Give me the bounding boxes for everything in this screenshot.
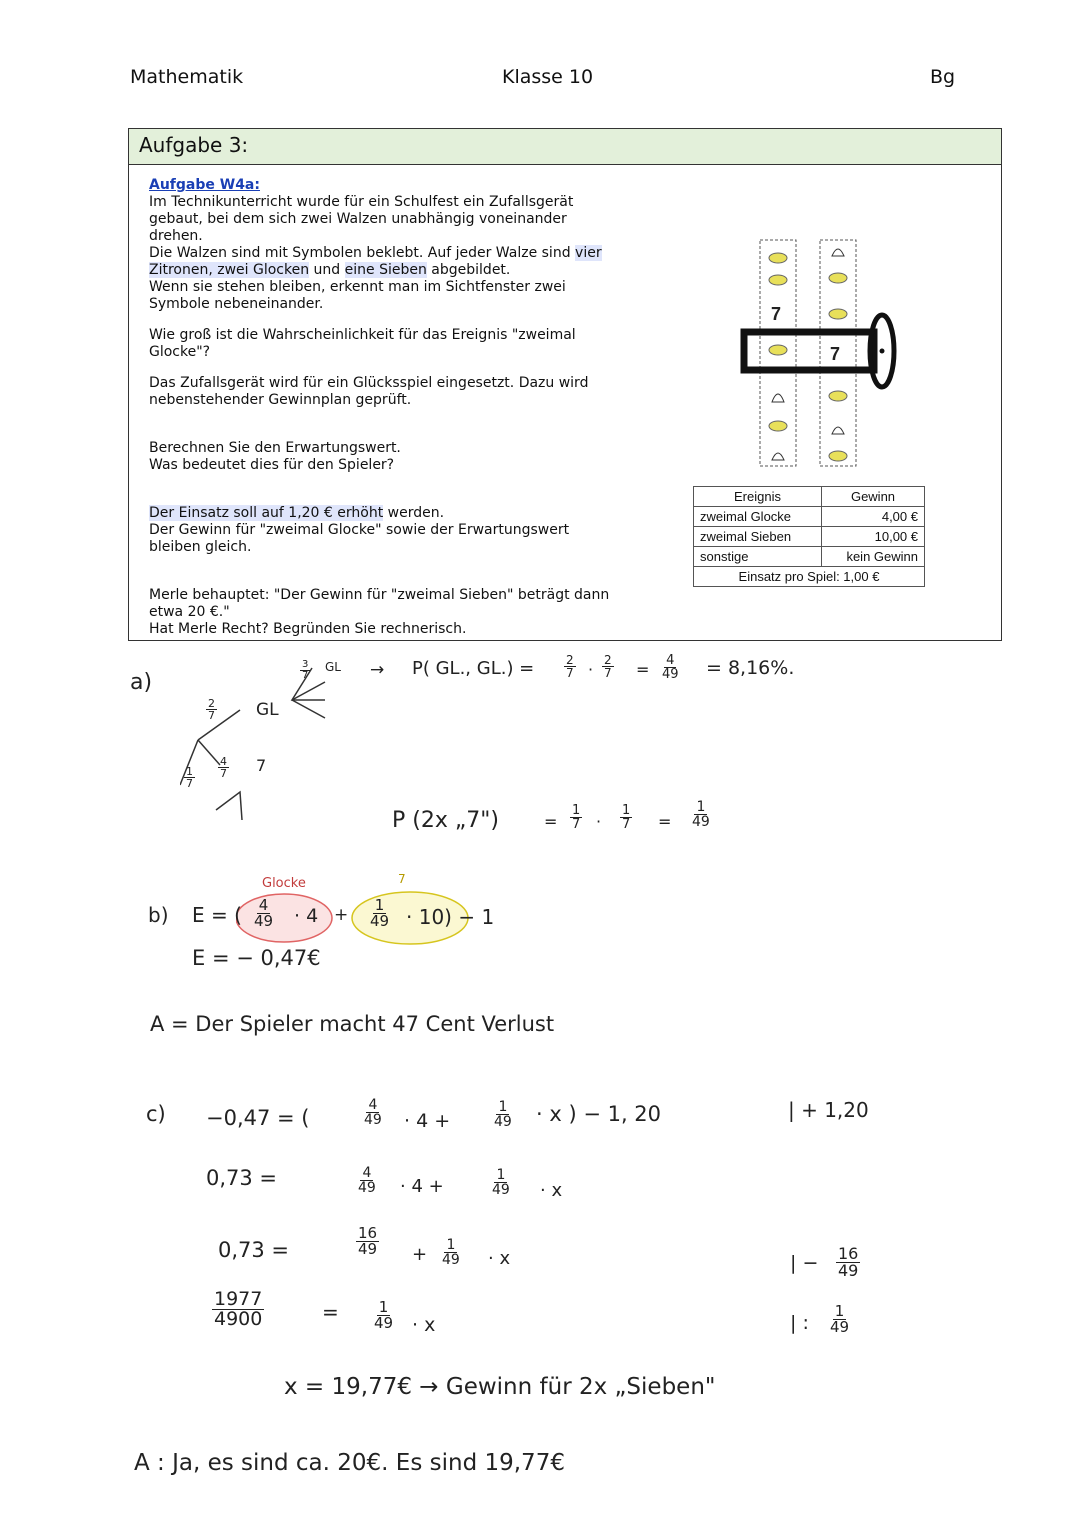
task-line: Der Einsatz soll auf 1,20 € erhöht werden.	[149, 505, 445, 521]
b-glocke-note: Glocke	[262, 876, 306, 891]
c-line1-rest: · x ) − 1, 20	[536, 1102, 662, 1126]
table-header: Gewinn	[822, 487, 925, 507]
table-cell: sonstige	[694, 547, 822, 567]
table-cell: zweimal Sieben	[694, 527, 822, 547]
task-line: Hat Merle Recht? Begründen Sie rechnerisch.	[149, 621, 467, 637]
c-fraction: $\frac{1}{49}$	[492, 1167, 510, 1198]
c-fraction: $\frac{1}{49}$	[374, 1298, 394, 1332]
c-line3-rest: · x	[488, 1248, 511, 1269]
task-line: Was bedeutet dies für den Spieler?	[149, 457, 395, 473]
c-fraction: $\frac{4}{49}$	[364, 1097, 382, 1128]
task-line: Glocke"?	[149, 344, 211, 360]
task-line: Wie groß ist die Wahrscheinlichkeit für das Ereignis "zweimal	[149, 327, 576, 343]
b-fraction: $\frac{1}{49}$	[370, 896, 390, 930]
task-line: nebenstehender Gewinnplan geprüft.	[149, 392, 412, 408]
c-line4-lhs: $\frac{1977}{4900}$	[214, 1288, 263, 1330]
table-cell: kein Gewinn	[822, 547, 925, 567]
header-class: Klasse 10	[502, 66, 594, 88]
c-line2-lhs: 0,73 =	[206, 1166, 278, 1190]
table-footer: Einsatz pro Spiel: 1,00 €	[694, 567, 925, 587]
a-fraction: $\frac{1}{7}$	[622, 803, 631, 832]
c-note-fraction: $\frac{1}{49}$	[830, 1302, 850, 1336]
b-line1-mult2: · 10) − 1	[406, 905, 495, 929]
table-cell: zweimal Glocke	[694, 507, 822, 527]
task-line: Wenn sie stehen bleiben, erkennt man im Sichtfenster zwei	[149, 279, 566, 295]
c-line4-eq: =	[322, 1300, 339, 1324]
c-note-fraction: $\frac{16}{49}$	[838, 1244, 859, 1280]
svg-text:7: 7	[830, 344, 841, 364]
slot-machine-illustration	[740, 238, 900, 468]
b-line2: E = − 0,47€	[192, 946, 321, 970]
label-a: a)	[130, 670, 153, 695]
b-line1-plus: +	[334, 905, 349, 925]
c-line2-rest: · x	[540, 1180, 563, 1201]
table-cell: 4,00 €	[822, 507, 925, 527]
svg-text:7: 7	[771, 304, 782, 324]
table-cell: 10,00 €	[822, 527, 925, 547]
tree-fraction: $\frac{3}{7}$	[302, 659, 309, 681]
a-fraction: $\frac{2}{7}$	[604, 653, 612, 680]
c-line5: x = 19,77€ → Gewinn für 2x „Sieben"	[284, 1374, 716, 1400]
c-line4-note: | :	[790, 1312, 809, 1334]
task-line: Im Technikunterricht wurde für ein Schulfest ein Zufallsgerät	[149, 194, 574, 210]
a-line2-lhs: P (2x „7")	[392, 808, 499, 833]
task-line: Die Walzen sind mit Symbolen beklebt. Auf jeder Walze sind vier	[149, 245, 602, 261]
prize-table	[693, 486, 925, 587]
task-title: Aufgabe 3:	[129, 129, 1001, 165]
a-fraction: $\frac{2}{7}$	[566, 653, 574, 680]
b-line1-mult1: · 4	[294, 905, 319, 927]
c-line4-rest: · x	[412, 1314, 436, 1336]
tree-fraction: $\frac{1}{7}$	[186, 765, 193, 790]
c-line3-note: | −	[790, 1252, 819, 1274]
task-line: Symbole nebeneinander.	[149, 296, 324, 312]
b-fraction: $\frac{4}{49}$	[254, 896, 274, 930]
a-fraction: $\frac{1}{49}$	[692, 799, 710, 830]
task-line: Der Gewinn für "zweimal Glocke" sowie der Erwartungswert	[149, 522, 570, 538]
task-subtitle: Aufgabe W4a:	[149, 177, 260, 193]
tree-diagram	[180, 660, 380, 860]
b-line1-pre: E = (	[192, 903, 242, 927]
a-line1-lhs: P( GL., GL.) =	[412, 658, 535, 679]
b-seven-note: 7	[398, 872, 406, 886]
tree-gl-2: GL	[325, 660, 341, 674]
c-fraction: $\frac{16}{49}$	[358, 1224, 378, 1258]
task-line: gebaut, bei dem sich zwei Walzen unabhängig voneinander	[149, 211, 567, 227]
task-line: Das Zufallsgerät wird für ein Glücksspiel eingesetzt. Dazu wird	[149, 375, 589, 391]
a-line1-result: = 8,16%.	[706, 657, 795, 679]
c-line1-note: | + 1,20	[788, 1098, 869, 1122]
tree-fraction: $\frac{4}{7}$	[220, 755, 227, 780]
a-fraction: $\frac{1}{7}$	[572, 803, 581, 832]
c-line3-mid: +	[412, 1244, 428, 1265]
c-line2-mid: · 4 +	[400, 1176, 444, 1197]
a-fraction: $\frac{4}{49}$	[662, 653, 679, 682]
c-line1-lhs: −0,47 = (	[206, 1106, 310, 1130]
c-fraction: $\frac{1}{49}$	[442, 1237, 460, 1268]
label-b: b)	[148, 903, 169, 927]
c-fraction: $\frac{1}{49}$	[494, 1099, 512, 1130]
header-subject: Mathematik	[130, 66, 244, 88]
c-line3-lhs: 0,73 =	[218, 1238, 290, 1262]
c-line1-mid: · 4 +	[404, 1110, 451, 1132]
header-initials: Bg	[930, 66, 956, 88]
task-line: Zitronen, zwei Glocken und eine Sieben abgebildet.	[149, 262, 511, 278]
b-answer: A = Der Spieler macht 47 Cent Verlust	[150, 1012, 555, 1036]
table-header: Ereignis	[694, 487, 822, 507]
c-fraction: $\frac{4}{49}$	[358, 1165, 376, 1196]
tree-seven: 7	[256, 756, 267, 775]
task-line: Berechnen Sie den Erwartungswert.	[149, 440, 401, 456]
tree-gl: GL	[256, 700, 279, 720]
task-line: Merle behauptet: "Der Gewinn für "zweimal Sieben" beträgt dann	[149, 587, 610, 603]
c-answer: A : Ja, es sind ca. 20€. Es sind 19,77€	[134, 1450, 565, 1476]
task-line: etwa 20 €."	[149, 604, 230, 620]
label-c: c)	[146, 1102, 166, 1126]
task-line: drehen.	[149, 228, 203, 244]
tree-fraction: $\frac{2}{7}$	[208, 697, 215, 722]
task-text	[149, 177, 619, 638]
task-line: bleiben gleich.	[149, 539, 252, 555]
